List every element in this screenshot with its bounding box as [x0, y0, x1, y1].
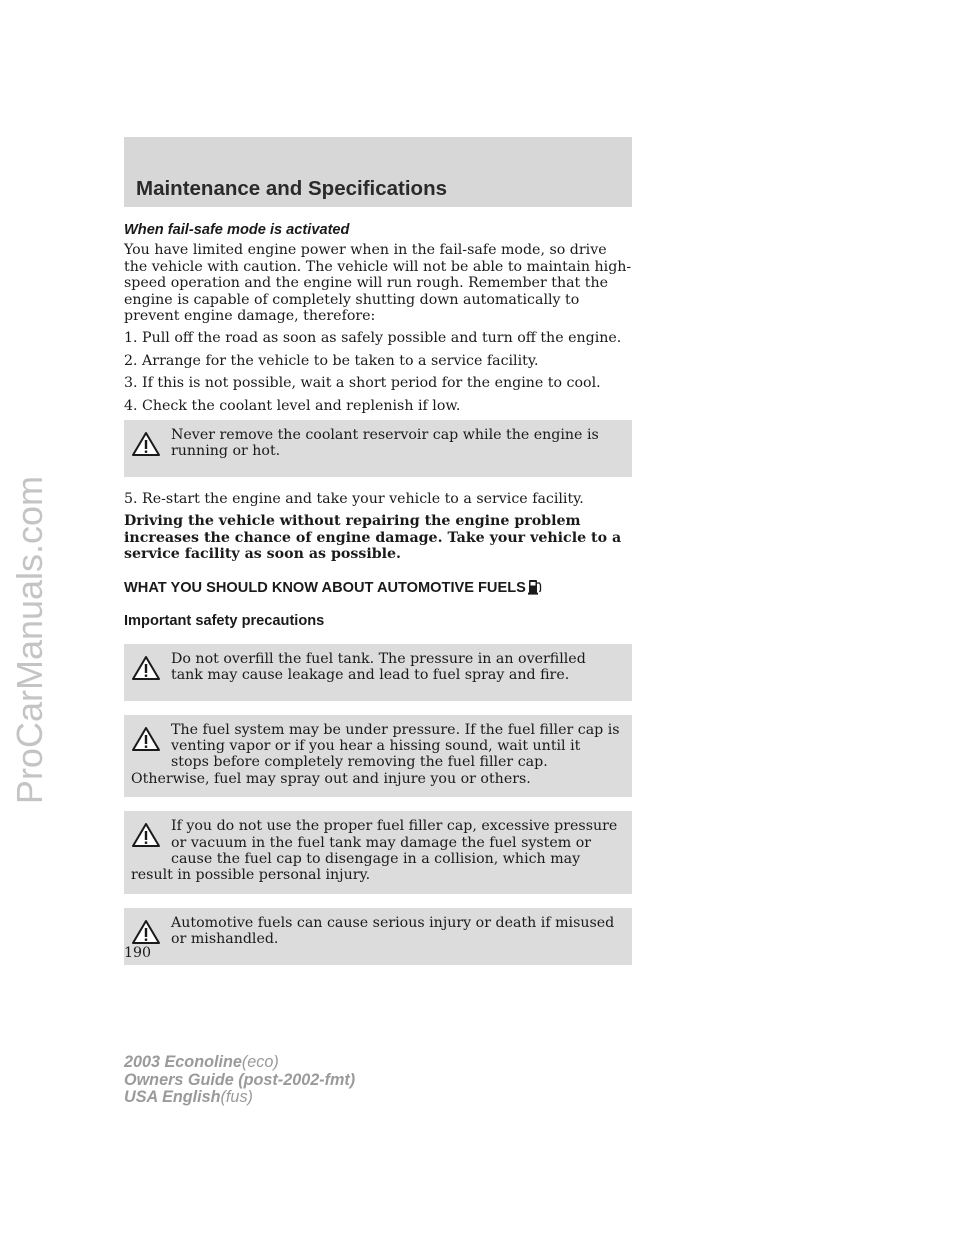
bold-note: Driving the vehicle without repairing the engine problem increases the chance of engine damage. Take your vehicle to a service facility as soon as possible. [124, 513, 622, 563]
footer-language: USA English [124, 1088, 221, 1106]
watermark-text: ProCarManuals.com [9, 475, 50, 805]
section-header-band [124, 137, 632, 207]
warning-triangle-icon [131, 431, 171, 467]
warning-text: If you do not use the proper fuel filler cap, excessive pressure or vacuum in the fuel tank may damage the fuel system or cause the fuel cap to disengage in a collision, which may result in possible personal injury. [131, 818, 618, 884]
warning-triangle-icon [131, 655, 171, 691]
document-footer [124, 1054, 355, 1107]
fuel-pump-icon [528, 577, 542, 599]
fuels-heading-text: WHAT YOU SHOULD KNOW ABOUT AUTOMOTIVE FUELS [124, 579, 526, 596]
warning-text: Do not overfill the fuel tank. The pressure in an overfilled tank may cause leakage and lead to fuel spray and fire. [171, 650, 586, 683]
section-title: Maintenance and Specifications [136, 177, 447, 200]
footer-line-3 [124, 1089, 355, 1107]
fuels-heading [124, 577, 632, 599]
warning-text: Never remove the coolant reservoir cap while the engine is running or hot. [171, 427, 599, 460]
footer-line-1 [124, 1054, 355, 1072]
footer-model-code: (eco) [241, 1053, 279, 1071]
safety-subheading: Important safety precautions [124, 613, 325, 630]
page-content [124, 222, 632, 979]
warning-box-pressure [124, 715, 632, 798]
warning-text: The fuel system may be under pressure. If the fuel filler cap is venting vapor or if you hear a hissing sound, wait until it stops before completely removing the fuel filler cap. Otherwise, fuel may spray out and injure you or others. [131, 721, 620, 787]
warning-box-filler-cap [124, 811, 632, 894]
watermark [4, 140, 56, 1140]
step-5: 5. Re-start the engine and take your vehicle to a service facility. [124, 491, 584, 508]
footer-line-2: Owners Guide (post-2002-fmt) [124, 1070, 356, 1089]
warning-box-overfill [124, 644, 632, 701]
footer-language-code: (fus) [220, 1088, 253, 1106]
warning-triangle-icon [131, 822, 171, 858]
step-3: 3. If this is not possible, wait a short period for the engine to cool. [124, 375, 601, 392]
step-1: 1. Pull off the road as soon as safely possible and turn off the engine. [124, 330, 622, 347]
failsafe-intro: You have limited engine power when in the fail-safe mode, so drive the vehicle with caution. The vehicle will not be able to maintain high-speed operation and the engine will run rough. Remember that the engine is capable of completely shutting down automatically to prevent engine damage, therefore: [124, 242, 632, 325]
page-number: 190 [124, 945, 152, 961]
step-2: 2. Arrange for the vehicle to be taken to a service facility. [124, 352, 539, 369]
failsafe-heading: When fail-safe mode is activated [124, 222, 350, 238]
warning-box-coolant [124, 420, 632, 477]
footer-model: 2003 Econoline [124, 1053, 242, 1071]
step-4: 4. Check the coolant level and replenish if low. [124, 397, 461, 414]
warning-text: Automotive fuels can cause serious injury or death if misused or mishandled. [171, 914, 615, 948]
warning-triangle-icon [131, 726, 171, 762]
warning-box-fuels [124, 908, 632, 965]
